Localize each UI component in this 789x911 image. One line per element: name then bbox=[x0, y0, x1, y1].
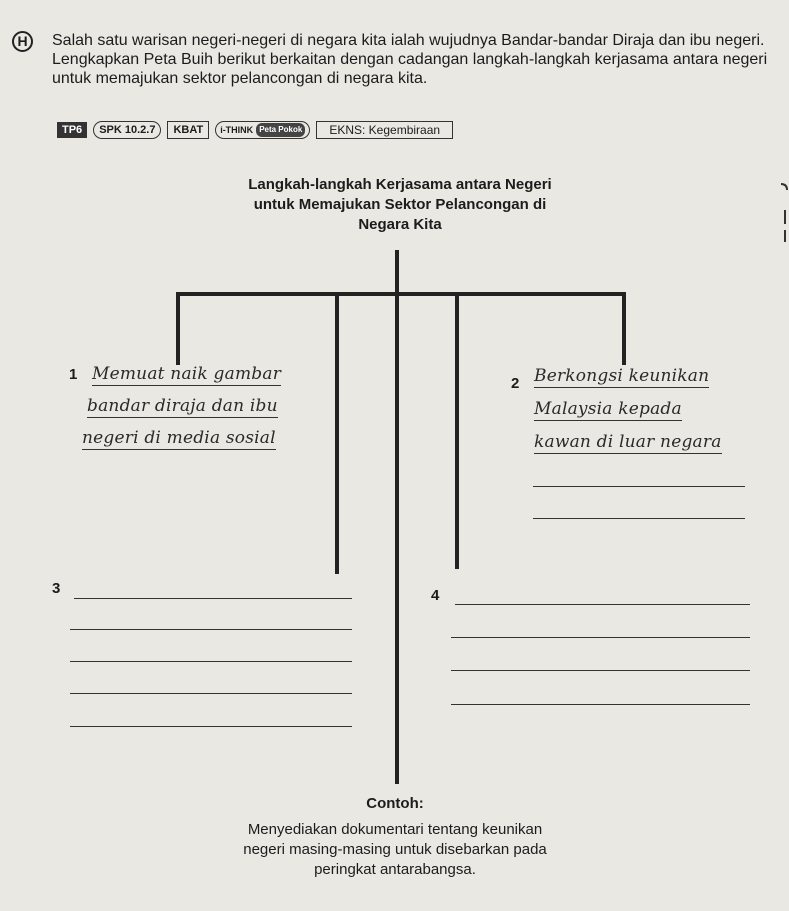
branch-3-answer-line-1[interactable] bbox=[74, 598, 352, 599]
branch-3-answer-line-5[interactable] bbox=[70, 726, 352, 727]
branch-1-line bbox=[176, 292, 180, 365]
branch-4-line bbox=[455, 292, 459, 569]
ekns-tag: EKNS: Kegembiraan bbox=[316, 121, 453, 139]
branch-2-answer-line-5[interactable] bbox=[533, 518, 745, 519]
branch-2-answer-line-4[interactable] bbox=[533, 486, 745, 487]
question-line-1: Salah satu warisan negeri-negeri di negara kita ialah wujudnya Bandar-bandar Diraja dan ibu negeri. bbox=[52, 32, 765, 49]
crossbar-line bbox=[176, 292, 626, 296]
peta-pokok-label: Peta Pokok bbox=[256, 123, 305, 137]
example-text bbox=[180, 820, 610, 880]
branch-2-number: 2 bbox=[511, 375, 520, 392]
trunk-line bbox=[395, 250, 399, 295]
branch-4-answer-line-3[interactable] bbox=[451, 670, 750, 671]
example-line bbox=[395, 292, 399, 784]
tree-title bbox=[200, 175, 600, 235]
branch-4-answer-line-2[interactable] bbox=[451, 637, 750, 638]
page-edge-marks bbox=[775, 182, 789, 252]
branch-3-answer-line-2[interactable] bbox=[70, 629, 352, 630]
branch-3-answer-line-3[interactable] bbox=[70, 661, 352, 662]
spk-tag: SPK 10.2.7 bbox=[93, 121, 161, 139]
branch-2-line bbox=[622, 292, 626, 365]
branch-1-answer-1: Memuat naik gambar bbox=[92, 364, 282, 384]
branch-1-answer-2: bandar diraja dan ibu bbox=[87, 396, 278, 416]
example-heading: Contoh: bbox=[366, 795, 424, 812]
tree-title-line-3: Negara Kita bbox=[358, 216, 442, 233]
tp-tag: TP6 bbox=[57, 122, 87, 138]
branch-3-number: 3 bbox=[52, 580, 61, 597]
branch-2-answer-1: Berkongsi keunikan bbox=[534, 366, 710, 386]
question-text bbox=[52, 31, 772, 88]
ithink-tag bbox=[215, 121, 310, 139]
branch-4-number: 4 bbox=[431, 587, 440, 604]
question-line-2: Lengkapkan Peta Buih berikut berkaitan dengan cadangan langkah-langkah kerjasama antara negeri untuk memajukan sektor pelancongan di negara kita. bbox=[52, 51, 768, 87]
kbat-tag: KBAT bbox=[167, 121, 209, 139]
branch-2-answer-3: kawan di luar negara bbox=[534, 432, 722, 452]
branch-3-answer-line-4[interactable] bbox=[70, 693, 352, 694]
branch-4-answer-line-4[interactable] bbox=[451, 704, 750, 705]
tree-title-line-1: Langkah-langkah Kerjasama antara Negeri bbox=[248, 176, 552, 193]
branch-1-number: 1 bbox=[69, 366, 78, 383]
tag-row bbox=[57, 121, 453, 139]
ithink-label: i-THINK bbox=[220, 125, 254, 135]
example-line-1: Menyediakan dokumentari tentang keunikan bbox=[247, 821, 543, 838]
example-line-2: negeri masing-masing untuk disebarkan pada bbox=[243, 841, 547, 858]
branch-1-answer-3: negeri di media sosial bbox=[82, 428, 276, 448]
tree-title-line-2: untuk Memajukan Sektor Pelancongan di bbox=[253, 196, 547, 213]
branch-3-line bbox=[335, 292, 339, 574]
branch-4-answer-line-1[interactable] bbox=[455, 604, 750, 605]
example-line-3: peringkat antarabangsa. bbox=[314, 861, 476, 878]
branch-2-answer-2: Malaysia kepada bbox=[534, 399, 682, 419]
question-badge: H bbox=[12, 31, 33, 52]
